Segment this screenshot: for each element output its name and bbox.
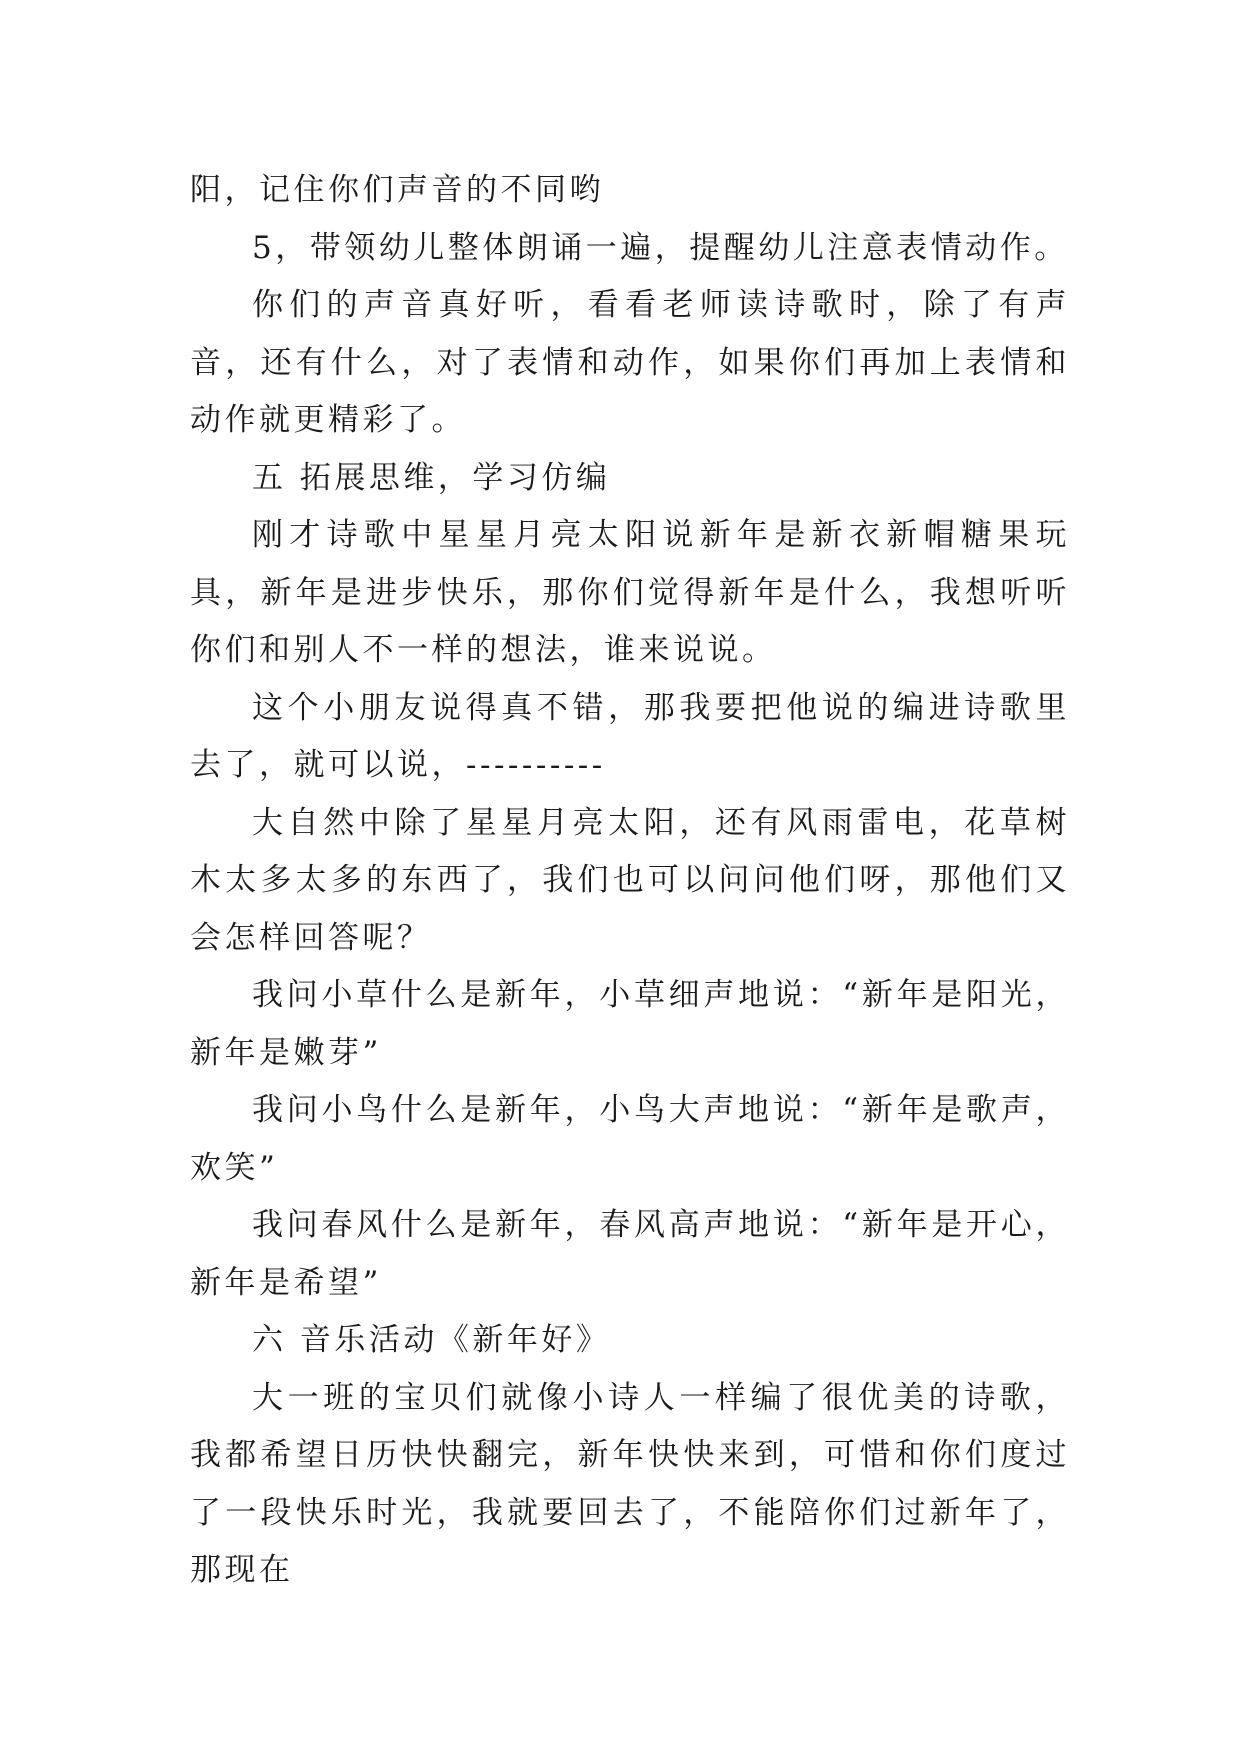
paragraph: 大一班的宝贝们就像小诗人一样编了很优美的诗歌，我都希望日历快快翻完，新年快快来到，可惜和你们度过了一段快乐时光，我就要回去了，不能陪你们过新年了，那现在 [190,1379,1070,1588]
poem-line-grass: 我问小草什么是新年，小草细声地说：“新年是阳光，新年是嫩芽” [190,977,1070,1071]
section-heading-6: 六 音乐活动《新年好》 [252,1322,611,1358]
body-text [190,162,1070,1600]
paragraph: 刚才诗歌中星星月亮太阳说新年是新衣新帽糖果玩具，新年是进步快乐，那你们觉得新年是什么，我想听听你们和别人不一样的想法，谁来说说。 [190,517,1070,668]
paragraph-continuation: 阳，记住你们声音的不同哟 [190,172,604,208]
paragraph: 你们的声音真好听，看看老师读诗歌时，除了有声音，还有什么，对了表情和动作，如果你们再加上表情和动作就更精彩了。 [190,287,1070,438]
paragraph-step-5: 5，带领幼儿整体朗诵一遍，提醒幼儿注意表情动作。 [252,229,1069,266]
paragraph: 这个小朋友说得真不错，那我要把他说的编进诗歌里去了，就可以说，---------- [190,689,1070,783]
poem-line-bird: 我问小鸟什么是新年，小鸟大声地说：“新年是歌声，欢笑” [190,1092,1070,1186]
paragraph: 大自然中除了星星月亮太阳，还有风雨雷电，花草树木太多太多的东西了，我们也可以问问他们呀，那他们又会怎样回答呢？ [190,804,1070,956]
poem-line-wind: 我问春风什么是新年，春风高声地说：“新年是开心，新年是希望” [190,1207,1070,1301]
section-heading-5: 五 拓展思维，学习仿编 [252,459,611,496]
